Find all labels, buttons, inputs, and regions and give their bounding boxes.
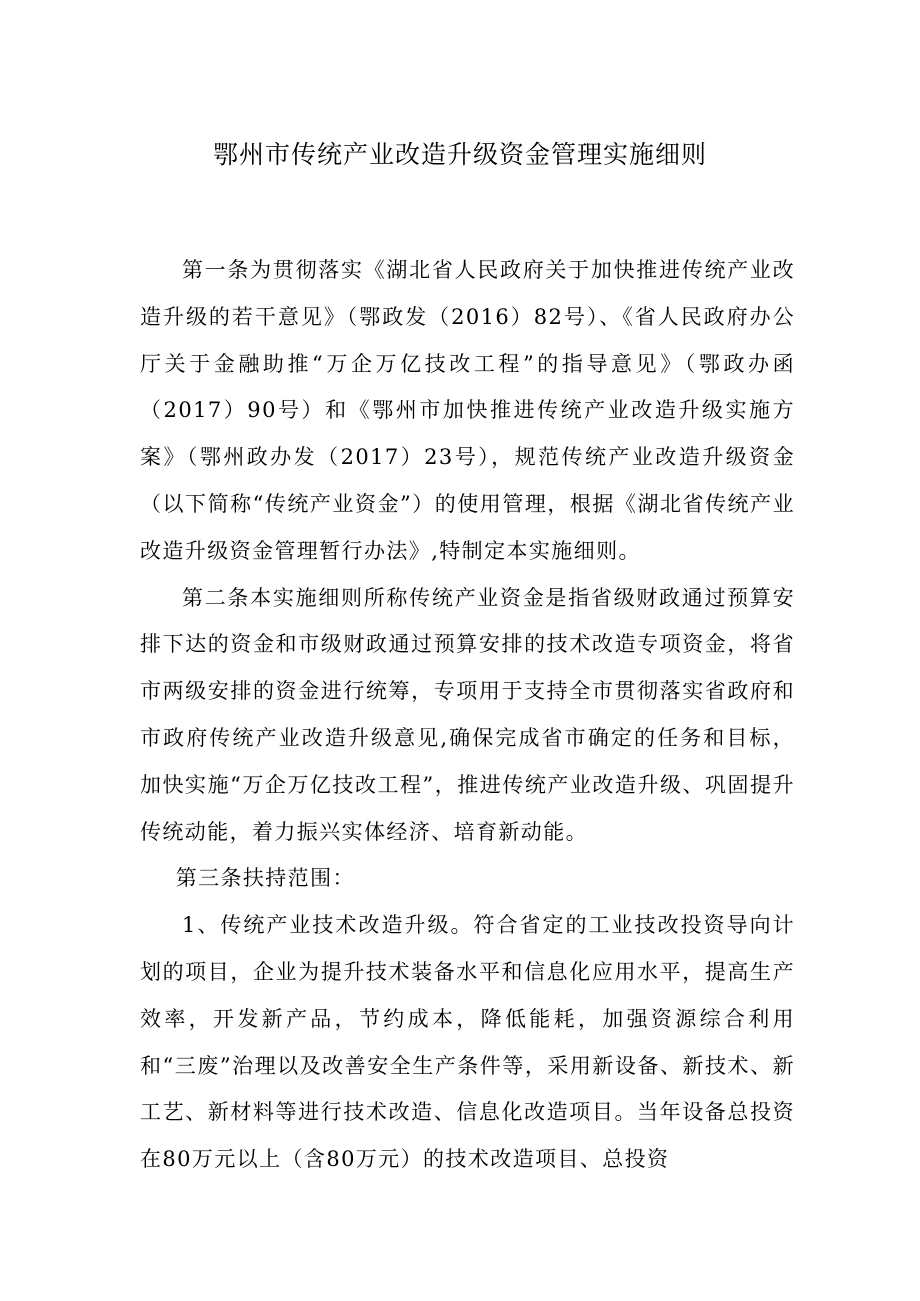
article-2-paragraph: 第二条本实施细则所称传统产业资金是指省级财政通过预算安排下达的资金和市级财政通过预算安排的技术改造专项资金，将省市两级安排的资金进行统筹，专项用于支持全市贯彻落实省政府和市政府传统产业改造升级意见,确保完成省市确定的任务和目标，加快实施“万企万亿技改工程”，推进传统产业改造升级、巩固提升传统动能，着力振兴实体经济、培育新动能。	[140, 585, 795, 844]
article-3-heading: 第三条扶持范围：	[175, 866, 355, 891]
document-title: 鄂州市传统产业改造升级资金管理实施细则	[212, 140, 707, 169]
article-3-item-1-paragraph: 1、传统产业技术改造升级。符合省定的工业技改投资导向计划的项目，企业为提升技术装备水平和信息化应用水平，提高生产效率，开发新产品，节约成本，降低能耗，加强资源综合利用和“三废”治理以及改善安全生产条件等，采用新设备、新技术、新工艺、新材料等进行技术改造、信息化改造项目。当年设备总投资在80万元以上（含80万元）的技术改造项目、总投资	[140, 913, 795, 1172]
article-1-paragraph: 第一条为贯彻落实《湖北省人民政府关于加快推进传统产业改造升级的若干意见》（鄂政发（2016）82号）、《省人民政府办公厅关于金融助推“万企万亿技改工程”的指导意见》（鄂政办函（2017）90号）和《鄂州市加快推进传统产业改造升级实施方案》（鄂州政办发（2017）23号），规范传统产业改造升级资金（以下简称“传统产业资金”）的使用管理，根据《湖北省传统产业改造升级资金管理暂行办法》,特制定本实施细则。	[140, 258, 795, 563]
document-body	[140, 247, 795, 1183]
